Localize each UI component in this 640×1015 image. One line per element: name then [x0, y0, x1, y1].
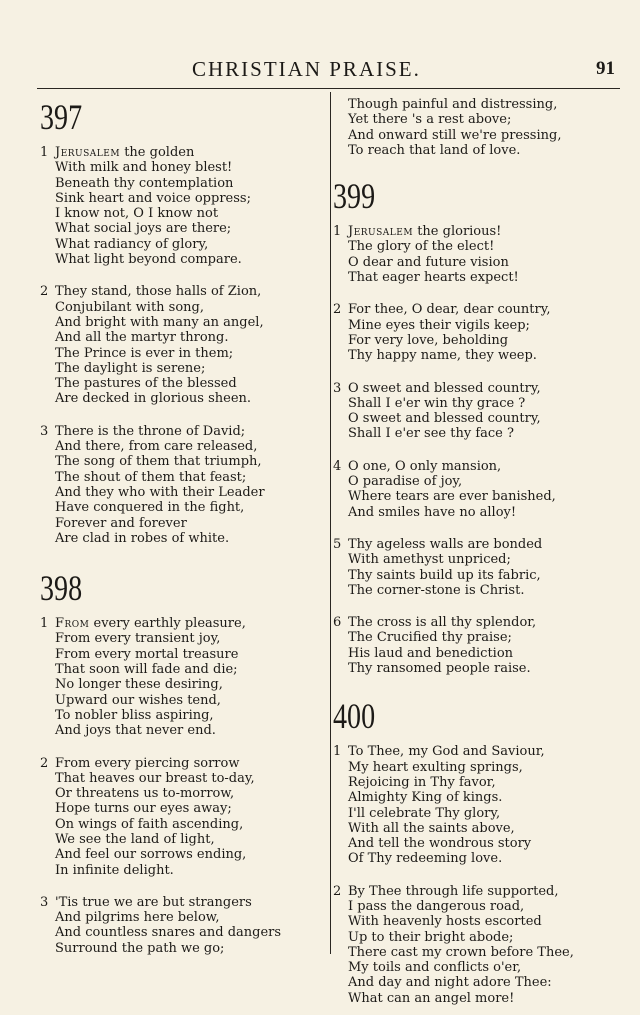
stanza-number: 5	[333, 536, 342, 552]
stanza-number: 1	[40, 145, 49, 160]
verse-line: I know not, O I know not	[55, 206, 219, 222]
right-column	[333, 97, 623, 1006]
verse-line: The cross is all thy splendor,	[348, 615, 537, 631]
stanza	[333, 302, 623, 363]
verse-line: Shall I e'er win thy grace ?	[348, 395, 526, 411]
verse-line: Where tears are ever banished,	[348, 489, 556, 505]
verse-line: O paradise of joy,	[348, 474, 463, 490]
stanza	[333, 381, 623, 442]
stanza-number: 6	[333, 615, 342, 631]
verse-line: O sweet and blessed country,	[348, 411, 541, 427]
verse-line: Thy saints build up its fabric,	[348, 567, 541, 583]
verse-line: The Prince is ever in them;	[55, 345, 234, 361]
verse-line: Conjubilant with song,	[55, 299, 205, 315]
verse-line: And countless snares and dangers	[55, 925, 282, 941]
verse-line: There is the throne of David;	[55, 423, 246, 439]
hymn-number: 399	[333, 176, 376, 217]
verse-line: They stand, those halls of Zion,	[55, 284, 262, 300]
verse-line: With amethyst unpriced;	[348, 552, 511, 568]
verse-line: The corner-stone is Christ.	[348, 582, 525, 598]
verse-line: And all the martyr throng.	[55, 330, 229, 346]
continued-stanza	[333, 97, 623, 158]
verse-line: Up to their bright abode;	[348, 929, 514, 945]
verse-line: And bright with many an angel,	[55, 314, 264, 330]
verse-line: Almighty King of kings.	[348, 790, 503, 806]
verse-line: My toils and conflicts o'er,	[348, 960, 522, 976]
verse-line: What light beyond compare.	[55, 252, 242, 268]
verse-line: And joys that never end.	[55, 723, 216, 739]
verse-line: In infinite delight.	[55, 862, 174, 878]
verse-line: For very love, beholding	[348, 332, 509, 348]
verse-line: And smiles have no alloy!	[348, 504, 517, 520]
left-column	[40, 97, 330, 956]
verse-line: From every mortal treasure	[55, 646, 239, 662]
stanza-number: 1	[40, 616, 49, 632]
verse-line: The glory of the elect!	[348, 239, 495, 255]
verse-line: And day and night adore Thee:	[348, 975, 552, 991]
verse-line: And onward still we're pressing,	[348, 127, 562, 143]
verse-line: To reach that land of love.	[348, 142, 521, 158]
verse-line: And there, from care released,	[55, 439, 258, 455]
verse-line: Mine eyes their vigils keep;	[348, 317, 530, 333]
verse-line: Surround the path we go;	[55, 940, 225, 956]
header-rule	[37, 88, 620, 89]
running-title: CHRISTIAN PRAISE.	[192, 57, 421, 81]
verse-line: Though painful and distressing,	[348, 97, 558, 112]
verse-line: Thy happy name, they weep.	[348, 348, 537, 364]
stanza-number: 1	[333, 224, 342, 240]
hymn-399	[333, 176, 623, 676]
stanza-number: 2	[333, 883, 342, 899]
verse-line: And feel our sorrows ending,	[55, 847, 247, 863]
verse-line: O dear and future vision	[348, 254, 509, 270]
stanza	[333, 459, 623, 520]
verse-line: What social joys are there;	[55, 221, 232, 237]
stanza	[333, 615, 623, 676]
verse-first-rest: the golden	[120, 145, 195, 160]
stanza-number: 3	[40, 894, 49, 910]
stanza-number: 3	[40, 423, 49, 439]
verse-line: That eager hearts expect!	[348, 270, 519, 286]
verse-line: Thy ageless walls are bonded	[348, 536, 543, 552]
hymn-397	[40, 97, 330, 546]
verse-line: Are clad in robes of white.	[55, 530, 230, 546]
verse-first-rest: the glorious!	[413, 224, 502, 240]
stanza	[40, 895, 330, 956]
verse-line: And pilgrims here below,	[55, 910, 220, 926]
stanza-number: 2	[40, 284, 49, 300]
verse-line: Thy ransomed people raise.	[348, 661, 531, 677]
verse-line: Rejoicing in Thy favor,	[348, 774, 496, 790]
page-header	[0, 55, 640, 85]
column-divider	[330, 92, 331, 954]
verse-line: To Thee, my God and Saviour,	[348, 744, 545, 760]
verse-line: To nobler bliss aspiring,	[55, 707, 214, 723]
verse-line: Yet there 's a rest above;	[348, 112, 512, 128]
stanza	[40, 145, 330, 267]
verse-line: No longer these desiring,	[55, 677, 223, 693]
verse-line: Forever and forever	[55, 515, 187, 531]
verse-line: Or threatens us to-morrow,	[55, 786, 235, 802]
verse-line: His laud and benediction	[348, 645, 514, 661]
verse-line: There cast my crown before Thee,	[348, 944, 574, 960]
stanza	[333, 224, 623, 285]
verse-line: With all the saints above,	[348, 820, 515, 836]
hymn-398	[40, 568, 330, 956]
stanza	[40, 284, 330, 406]
verse-line: And tell the wondrous story	[348, 836, 532, 852]
verse-line: Hope turns our eyes away;	[55, 801, 232, 817]
verse-line: Beneath thy contemplation	[55, 175, 234, 191]
verse-line: And they who with their Leader	[55, 484, 265, 500]
verse-line: By Thee through life supported,	[348, 883, 559, 899]
verse-line: What can an angel more!	[348, 990, 515, 1006]
verse-line: Of Thy redeeming love.	[348, 851, 503, 867]
stanza	[333, 884, 623, 1006]
stanza-number: 2	[333, 302, 342, 318]
verse-line: Shall I e'er see thy face ?	[348, 426, 514, 442]
hymn-400	[333, 696, 623, 1006]
stanza-number: 1	[333, 744, 342, 760]
hymn-number: 397	[40, 97, 83, 137]
verse-line: O sweet and blessed country,	[348, 380, 541, 396]
verse-line: 'Tis true we are but strangers	[55, 894, 252, 910]
stanza-number: 4	[333, 458, 342, 474]
verse-first-word: Jerusalem	[55, 145, 121, 160]
verse-line: My heart exulting springs,	[348, 759, 523, 775]
verse-line: The pastures of the blessed	[55, 376, 237, 392]
stanza	[40, 616, 330, 738]
verse-line: Sink heart and voice oppress;	[55, 190, 251, 206]
verse-line	[55, 616, 330, 631]
page-number: 91	[596, 58, 615, 79]
stanza	[333, 744, 623, 866]
verse-line: The song of them that triumph,	[55, 454, 262, 470]
hymn-number: 400	[333, 696, 376, 737]
verse-line: I pass the dangerous road,	[348, 898, 525, 914]
verse-line: Upward our wishes tend,	[55, 692, 221, 708]
verse-line: I'll celebrate Thy glory,	[348, 805, 501, 821]
verse-line: On wings of faith ascending,	[55, 816, 244, 832]
verse-line: The daylight is serene;	[55, 360, 206, 376]
stanza	[333, 537, 623, 598]
stanza-number: 3	[333, 380, 342, 396]
verse-line: What radiancy of glory,	[55, 236, 209, 252]
verse-line: With milk and honey blest!	[55, 160, 233, 176]
verse-line: The Crucified thy praise;	[348, 630, 512, 646]
verse-line	[55, 145, 330, 160]
verse-line: O one, O only mansion,	[348, 458, 502, 474]
verse-line: For thee, O dear, dear country,	[348, 302, 551, 318]
hymn-number: 398	[40, 568, 83, 609]
verse-first-rest: every earthly pleasure,	[89, 616, 246, 632]
stanza	[40, 756, 330, 878]
verse-line: With heavenly hosts escorted	[348, 914, 542, 930]
stanza-number: 2	[40, 755, 49, 771]
verse-line	[348, 224, 623, 239]
verse-line: From every transient joy,	[55, 631, 221, 647]
stanza	[40, 424, 330, 546]
verse-line: The shout of them that feast;	[55, 469, 247, 485]
verse-line: That heaves our breast to-day,	[55, 770, 255, 786]
verse-first-word: From	[55, 616, 90, 632]
verse-line: Are decked in glorious sheen.	[55, 391, 252, 407]
verse-line: Have conquered in the fight,	[55, 500, 245, 516]
verse-line: That soon will fade and die;	[55, 662, 238, 678]
verse-line: From every piercing sorrow	[55, 755, 240, 771]
verse-first-word: Jerusalem	[348, 224, 414, 240]
verse-line: We see the land of light,	[55, 831, 215, 847]
